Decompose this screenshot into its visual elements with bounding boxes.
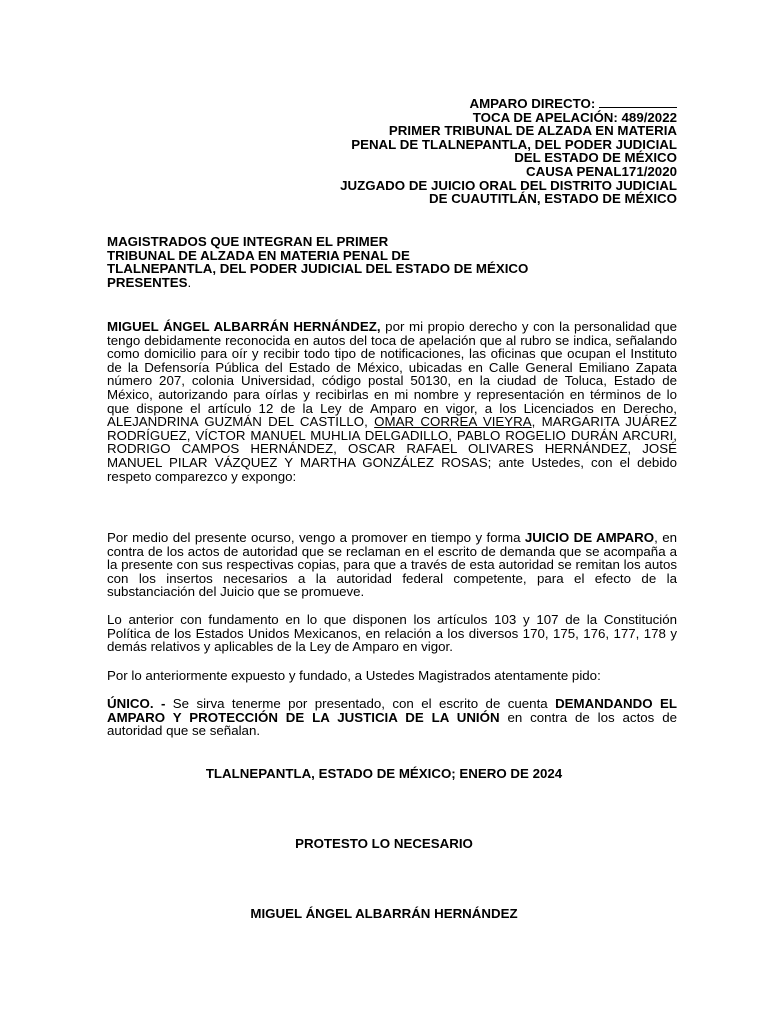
ocurso-text-a: Por medio del presente ocurso, vengo a promover en tiempo y forma xyxy=(107,530,525,545)
fundamento-paragraph: Lo anterior con fundamento en lo que disponen los artículos 103 y 107 de la Constitución Política de los Estados Unidos Mexicanos, en relación a los diversos 170, 175, 176, 177, 178 y demás relativos y aplicables de la Ley de Amparo en vigor. xyxy=(107,612,677,655)
ocurso-paragraph xyxy=(107,531,677,599)
unico-label: ÚNICO. - xyxy=(107,696,166,711)
juzgado-line-2: DE CUAUTITLÁN, ESTADO DE MÉXICO xyxy=(429,191,677,207)
amparo-line xyxy=(340,96,677,111)
addressee-line-1: MAGISTRADOS QUE INTEGRAN EL PRIMER xyxy=(107,234,389,249)
protesto-line: PROTESTO LO NECESARIO xyxy=(295,836,473,851)
juicio-de-amparo: JUICIO DE AMPARO xyxy=(524,530,655,545)
addressee-line-2: TRIBUNAL DE ALZADA EN MATERIA PENAL DE xyxy=(107,247,410,263)
presentes-label: PRESENTES xyxy=(107,274,188,290)
case-header xyxy=(340,96,677,206)
toca-line: TOCA DE APELACIÓN: 489/2022 xyxy=(472,109,677,125)
petitioner-name: MIGUEL ÁNGEL ALBARRÁN HERNÁNDEZ, xyxy=(107,319,381,334)
place-date: TLALNEPANTLA, ESTADO DE MÉXICO; ENERO DE 2024 xyxy=(205,766,563,781)
ocurso-text-b: , en contra de los actos de autoridad que se reclaman en el escrito de demanda que se acompaña a la presente con sus respectivas copias, para que a través de esta autoridad se remitan los autos con los insertos necesarios a la autoridad federal competente, para el efecto de la substanciación del Juicio que se promueve. xyxy=(107,530,677,600)
unico-text-b: en contra de los actos de autoridad que se señalan. xyxy=(107,709,677,739)
tribunal-line-3: DEL ESTADO DE MÉXICO xyxy=(514,150,677,166)
demandando-amparo: DEMANDANDO EL AMPARO Y PROTECCIÓN DE LA JUSTICIA DE LA UNIÓN xyxy=(107,696,677,725)
intro-text-a: por mi propio derecho y con la personalidad que tengo debidamente reconocida en autos del toca de apelación que al rubro se indica, señalando como domicilio para oír y recibir todo tipo de notificaciones, las oficinas que ocupan el Instituto de la Defensoría Pública del Estado de México, ubicadas en Calle General Emiliano Zapata número 207, colonia Universidad, código postal 50130, en la ciudad de Toluca, Estado de México, autorizando para oírlas y recibirlas en mi nombre y representación en términos de lo que dispone el artículo 12 de la Ley de Amparo en vigor, a los Licenciados en Derecho, ALEJANDRINA GUZMÁN DEL CASTILLO, xyxy=(107,319,677,430)
underlined-name: OMAR CORREA VIEYRA xyxy=(374,414,532,430)
addressee-line-4 xyxy=(107,276,677,290)
tribunal-line-2: PENAL DE TLALNEPANTLA, DEL PODER JUDICIAL xyxy=(351,136,677,152)
unico-paragraph xyxy=(107,697,677,738)
amparo-label: AMPARO DIRECTO: xyxy=(469,96,599,111)
presentes-period: . xyxy=(187,274,192,290)
unico-text-a: Se sirva tenerme por presentado, con el escrito de cuenta xyxy=(165,696,556,711)
intro-text-b: , MARGARITA JUÁREZ RODRÍGUEZ, VÍCTOR MANUEL MUHLIA DELGADILLO, PABLO ROGELIO DURÁN ARCURI, RODRIGO CAMPOS HERNÁNDEZ, OSCAR RAFAEL OLIVARES HERNÁNDEZ, JOSÉ MANUEL PILAR VÁZQUEZ Y MARTHA GONZÁLEZ ROSAS; ante Ustedes, con el debido respeto comparezco y expongo: xyxy=(107,414,678,484)
pido-paragraph: Por lo anteriormente expuesto y fundado, a Ustedes Magistrados atentamente pido: xyxy=(107,668,601,683)
causa-line: CAUSA PENAL171/2020 xyxy=(525,163,677,179)
intro-paragraph xyxy=(107,320,677,483)
amparo-blank xyxy=(599,96,677,108)
addressee-block xyxy=(107,235,677,289)
addressee-line-3: TLALNEPANTLA, DEL PODER JUDICIAL DEL ESTADO DE MÉXICO xyxy=(107,261,529,277)
juzgado-line-1: JUZGADO DE JUICIO ORAL DEL DISTRITO JUDICIAL xyxy=(340,177,677,193)
tribunal-line-1: PRIMER TRIBUNAL DE ALZADA EN MATERIA xyxy=(388,123,677,139)
signature-name: MIGUEL ÁNGEL ALBARRÁN HERNÁNDEZ xyxy=(250,906,518,921)
